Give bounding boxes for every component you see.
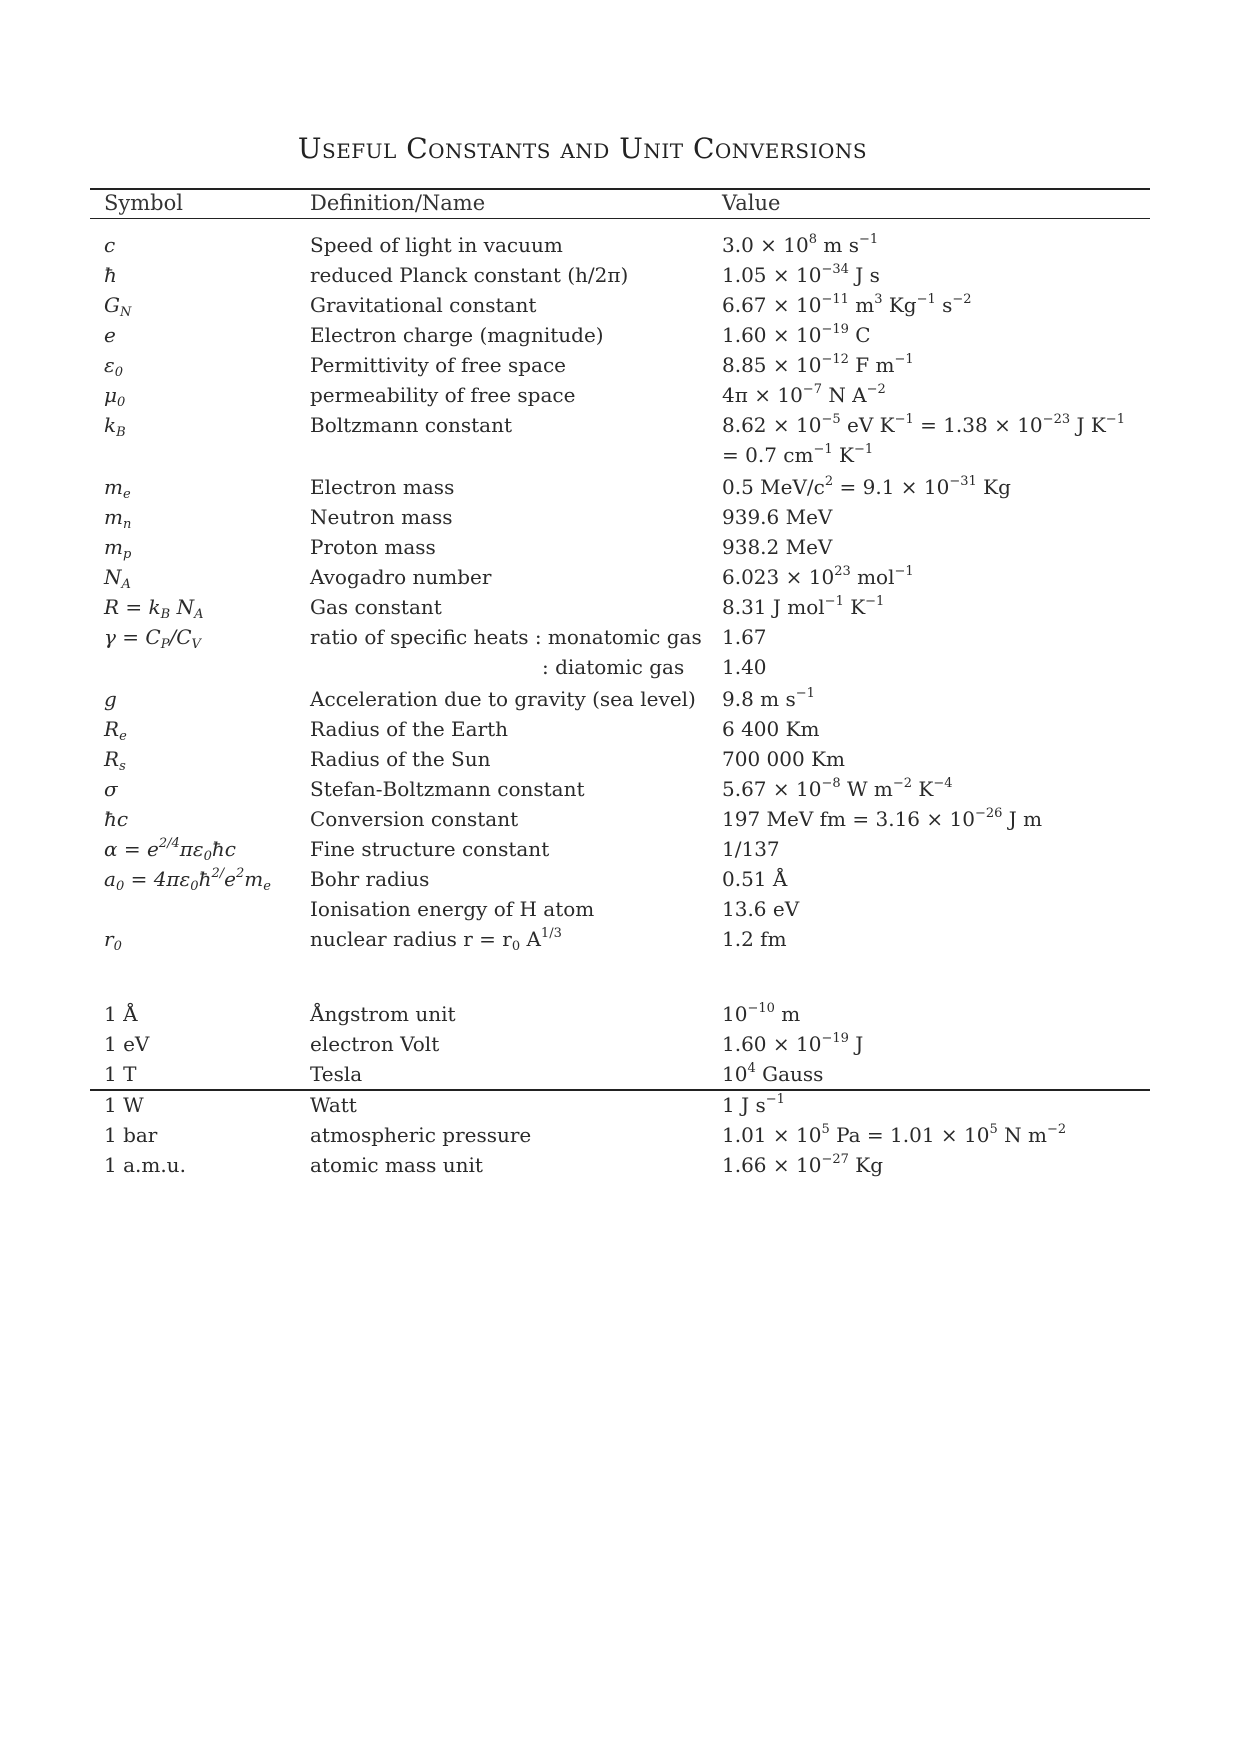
constant-row <box>0 592 1240 622</box>
value-cell: 938.2 MeV <box>722 535 833 559</box>
header-bottom-rule <box>90 218 1150 219</box>
constant-row <box>0 380 1240 410</box>
constant-row <box>0 714 1240 744</box>
value-cell: 1.40 <box>722 655 767 679</box>
page-title: Useful Constants and Unit Conversions <box>297 132 868 165</box>
symbol-cell: g <box>104 687 117 711</box>
constant-row <box>0 652 1240 682</box>
symbol-cell: ħc <box>104 807 129 831</box>
symbol-cell: $r_0$ <box>104 927 122 954</box>
value-cell: $8.85 \times 10^{-12}$ F $m^{-1}$ <box>722 352 914 377</box>
value-cell: 6 400 Km <box>722 717 820 741</box>
definition-cell: Neutron mass <box>310 505 453 529</box>
value-cell: 1/137 <box>722 837 780 861</box>
definition-cell: Electron charge (magnitude) <box>310 323 604 347</box>
constant-row <box>0 290 1240 320</box>
constant-row <box>0 260 1240 290</box>
constant-row <box>0 440 1240 470</box>
value-cell: $1.60 \times 10^{-19}$ C <box>722 322 871 347</box>
definition-cell: Tesla <box>310 1062 363 1086</box>
constant-row <box>0 622 1240 652</box>
definition-cell: Speed of light in vacuum <box>310 233 563 257</box>
conversion-row <box>0 999 1240 1029</box>
symbol-cell: 1 Å <box>104 1002 138 1026</box>
header-symbol: Symbol <box>104 191 183 215</box>
value-cell: $1.01 \times 10^5$ $Pa = 1.01 \times 10^5$ N $m^{-2}$ <box>722 1122 1067 1147</box>
definition-cell: Ångstrom unit <box>310 1002 456 1026</box>
value-cell: 0.5 MeV/$c^2 = 9.1 \times 10^{-31}$ Kg <box>722 474 1011 499</box>
constant-row <box>0 804 1240 834</box>
conversion-row <box>0 1120 1240 1150</box>
symbol-cell: ħ <box>104 263 117 287</box>
constant-row <box>0 532 1240 562</box>
symbol-cell: 1 eV <box>104 1032 150 1056</box>
definition-cell: Permittivity of free space <box>310 353 566 377</box>
symbol-cell: $\varepsilon_0$ <box>104 353 124 380</box>
definition-cell: permeability of free space <box>310 383 576 407</box>
definition-cell: nuclear radius $r = r_0$ $A^{1/3}$ <box>310 926 562 954</box>
value-cell: $8.62 \times 10^{-5}$ eV $K^{-1} = 1.38 \times 10^{-23}$ J $K^{-1}$ <box>722 412 1125 437</box>
symbol-cell: e <box>104 323 116 347</box>
constant-row <box>0 684 1240 714</box>
constant-row <box>0 230 1240 260</box>
symbol-cell: $R = k_B$ $N_A$ <box>104 595 204 622</box>
value-cell: $6.67 \times 10^{-11}$ $m^3$ $Kg^{-1}$ $s^{-2}$ <box>722 292 972 317</box>
header-value: Value <box>722 191 781 215</box>
symbol-cell: 1 T <box>104 1062 137 1086</box>
value-cell: $1.66 \times 10^{-27}$ Kg <box>722 1152 883 1177</box>
value-cell: $10^{-10}$ m <box>722 1001 801 1026</box>
definition-cell: Gas constant <box>310 595 442 619</box>
symbol-cell: $m_e$ <box>104 475 131 502</box>
value-cell: 8.31 J mol$^{-1}$ $K^{-1}$ <box>722 594 885 619</box>
value-cell: 0.51 Å <box>722 867 788 891</box>
symbol-cell: $k_B$ <box>104 413 126 440</box>
conversion-row <box>0 1059 1240 1089</box>
value-cell: 700 000 Km <box>722 747 845 771</box>
definition-cell: Acceleration due to gravity (sea level) <box>310 687 696 711</box>
definition-cell: Avogadro number <box>310 565 492 589</box>
value-cell: $1.05 \times 10^{-34}$ J s <box>722 262 880 287</box>
constant-row <box>0 320 1240 350</box>
symbol-cell: 1 W <box>104 1093 144 1117</box>
definition-cell: Watt <box>310 1093 357 1117</box>
conversion-row <box>0 1090 1240 1120</box>
definition-cell: Gravitational constant <box>310 293 537 317</box>
symbol-cell: $N_A$ <box>104 565 131 592</box>
value-cell: $1.60 \times 10^{-19}$ J <box>722 1031 864 1056</box>
constant-row <box>0 834 1240 864</box>
definition-cell: reduced Planck constant (h/2π) <box>310 263 629 287</box>
value-cell: $3.0 \times 10^8$ m $s^{-1}$ <box>722 232 879 257</box>
value-cell: 1.67 <box>722 625 767 649</box>
value-cell: = 0.7 $cm^{-1}$ $K^{-1}$ <box>722 442 874 467</box>
header-definition: Definition/Name <box>310 191 486 215</box>
definition-cell: Stefan-Boltzmann constant <box>310 777 585 801</box>
constant-row <box>0 744 1240 774</box>
value-cell: $4\pi \times 10^{-7}$ N $A^{-2}$ <box>722 382 886 407</box>
value-cell: $6.023 \times 10^{23}$ mol$^{-1}$ <box>722 564 914 589</box>
definition-cell: Conversion constant <box>310 807 519 831</box>
symbol-cell: $G_N$ <box>104 293 132 320</box>
definition-cell: Radius of the Sun <box>310 747 491 771</box>
definition-cell: Radius of the Earth <box>310 717 509 741</box>
constant-row <box>0 864 1240 894</box>
definition-cell: Electron mass <box>310 475 455 499</box>
definition-cell: Ionisation energy of H atom <box>310 897 595 921</box>
constant-row <box>0 410 1240 440</box>
symbol-cell: $a_0$ = $4\pi\varepsilon_0ħ^{2/}e^2m_e$ <box>104 866 271 894</box>
definition-cell: ratio of specific heats : monatomic gas <box>310 625 702 649</box>
constant-row <box>0 350 1240 380</box>
table-top-rule <box>90 188 1150 190</box>
symbol-cell: 1 bar <box>104 1123 158 1147</box>
definition-cell: Proton mass <box>310 535 436 559</box>
value-cell: 1 J $s^{-1}$ <box>722 1092 785 1117</box>
definition-cell: atmospheric pressure <box>310 1123 532 1147</box>
value-cell: 13.6 eV <box>722 897 800 921</box>
constant-row <box>0 562 1240 592</box>
value-cell: $10^4$ Gauss <box>722 1061 824 1086</box>
symbol-cell: $R_e$ <box>104 717 127 744</box>
symbol-cell: $m_p$ <box>104 535 132 562</box>
value-cell: 197 MeV fm = $3.16 \times 10^{-26}$ J m <box>722 806 1043 831</box>
value-cell: 939.6 MeV <box>722 505 833 529</box>
conversion-row <box>0 1029 1240 1059</box>
symbol-cell: σ <box>104 777 118 801</box>
value-cell: 1.2 fm <box>722 927 787 951</box>
definition-cell: Fine structure constant <box>310 837 550 861</box>
definition-cell: : diatomic gas <box>542 655 685 679</box>
symbol-cell: $R_s$ <box>104 747 126 774</box>
conversion-row <box>0 1150 1240 1180</box>
value-cell: 9.8 m $s^{-1}$ <box>722 686 815 711</box>
symbol-cell: $m_n$ <box>104 505 132 532</box>
symbol-cell: $\gamma = C_P/C_V$ <box>104 625 201 652</box>
constant-row <box>0 472 1240 502</box>
value-cell: $5.67 \times 10^{-8}$ W $m^{-2}$ $K^{-4}$ <box>722 776 953 801</box>
definition-cell: electron Volt <box>310 1032 440 1056</box>
constant-row <box>0 502 1240 532</box>
symbol-cell: 1 a.m.u. <box>104 1153 186 1177</box>
constant-row <box>0 774 1240 804</box>
definition-cell: Boltzmann constant <box>310 413 512 437</box>
definition-cell: Bohr radius <box>310 867 430 891</box>
symbol-cell: $\mu_0$ <box>104 383 126 410</box>
symbol-cell: c <box>104 233 116 257</box>
constant-row <box>0 924 1240 954</box>
definition-cell: atomic mass unit <box>310 1153 483 1177</box>
constant-row <box>0 894 1240 924</box>
symbol-cell: $\alpha = e^{2/4}\pi\varepsilon_0ħc$ <box>104 836 237 864</box>
